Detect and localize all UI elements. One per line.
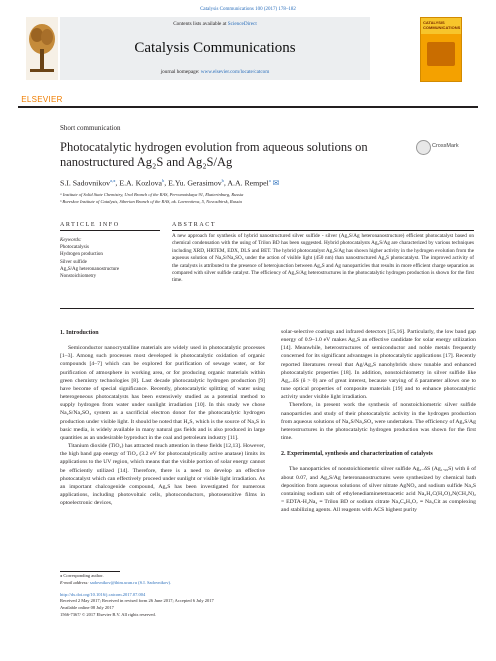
contents-prefix: Contents lists available at [173, 21, 227, 27]
article-info-heading: ARTICLE INFO [60, 222, 120, 228]
email-line [60, 580, 214, 587]
crossmark-button[interactable] [416, 139, 466, 155]
article-info-rule [60, 230, 160, 231]
body-right-column [281, 328, 476, 514]
homepage-link[interactable]: www.elsevier.com/locate/catcom [200, 69, 270, 75]
keyword[interactable]: Photocatalysis [60, 245, 89, 251]
keyword[interactable]: Nonstoichiometry [60, 274, 97, 280]
paragraph: The nanoparticles of nonstoichiometric silver sulfide Ag₂₋δS (Ag₁.₉₉S) with δ of about 0.07, and Ag₂S/Ag heteronanostructures were synthesized by chemical bath deposition from aqueous solutions of silver nitrate AgNO₃ and sodium sulfide Na₂S containing sodium salt of ethylenediaminetetraacetic acid Na₂H₂C(H₂O)₂N(CH₂N)₂ = EDTA-H₂Na₂ ≡ Trilon BD or sodium citrate Na₃C₆H₅O₇ ≡ Na₃Cit as complexing and stabilizing agents. All reagents with ACS highest purity [281, 466, 476, 514]
paragraph: Therefore, in present work the synthesis of nonstoichiometric silver sulfide nanoparticles and study of their photocatalytic activity in the hydrogen production from aqueous solutions of Na₂S/Na₂SO₃ were undertaken. The efficiency of Ag₂S/Ag heterostructures in the photocatalytic hydrogen production was shown for the first time. [281, 402, 476, 442]
section-type: Short communication [60, 124, 121, 132]
keyword[interactable]: Hydrogen production [60, 252, 103, 258]
email-icon[interactable]: ✉ [270, 178, 280, 188]
author-sep: , [164, 178, 169, 188]
keywords-label: Keywords: [60, 238, 82, 243]
email-link[interactable]: sadovnikov@ihim.uran.ru (S.I. Sadovnikov). [89, 579, 172, 585]
author-sep: , [223, 178, 228, 188]
footnote-rule [60, 571, 120, 572]
journal-homepage [60, 69, 370, 75]
keyword[interactable]: Silver sulfide [60, 259, 87, 265]
affiliation-a: ᵃ Institute of Solid State Chemistry, Ural Branch of the RAS, Pervomaiskaya 91, Ekaterinburg, Russia [60, 192, 244, 197]
body-left-column [60, 326, 265, 507]
issn-copyright: 1566-7367/ © 2017 Elsevier B.V. All rights reserved. [60, 611, 156, 617]
keyword[interactable]: Ag₂S/Ag heteronanostructure [60, 266, 120, 272]
author-name[interactable]: E.A. Kozlova [119, 178, 162, 188]
author-name[interactable]: S.I. Sadovnikov [60, 178, 111, 188]
abstract-rule-bottom [60, 308, 474, 309]
crossmark-label: CrossMark [432, 143, 459, 149]
affiliation-b: ᵇ Boreskov Institute of Catalysis, Siberian Branch of the RAS, ak. Lavrentieva, 5, Novosibirsk, Russia [60, 199, 242, 204]
section-heading-introduction: 1. Introduction [60, 330, 99, 336]
author-sup[interactable]: b [221, 178, 224, 183]
abstract-heading: ABSTRACT [172, 222, 217, 228]
available-online: Available online 08 July 2017 [60, 605, 114, 611]
section-heading-experimental: 2. Experimental, synthesis and characterization of catalysts [281, 451, 433, 458]
journal-cover [420, 17, 462, 82]
contents-line [60, 21, 370, 27]
received-dates: Received 2 May 2017; Received in revised form 26 June 2017; Accepted 6 July 2017 [60, 598, 214, 604]
author-list [60, 178, 279, 188]
doi-link[interactable]: http://dx.doi.org/10.1016/j.catcom.2017.07.004 [60, 591, 146, 597]
corresponding-note: ⁎ Corresponding author. [60, 573, 104, 578]
author-name[interactable]: A.A. Rempel [227, 178, 269, 188]
author-name[interactable]: E.Yu. Gerasimov [168, 178, 222, 188]
journal-title: Catalysis Communications [134, 40, 296, 56]
footnotes [60, 573, 214, 619]
email-prefix: E-mail address: [60, 579, 89, 585]
paragraph: Titanium dioxide (TiO₂) has attracted much attention in these fields [12,13]. However, the high band gap energy of TiO₂ (3.2 eV for photocatalytically active anatase) limits its applications to the UV region, which means that the visible portion of solar energy cannot be efficiently utilized [14]. Therefore, there is a need to develop an effective photocatalyst which can effectively proceed under sunlight or visible light irradiation. As an important chalcogenide compound, Ag₂S has been investigated for numerous applications, including photovoltaic cells, photoconductors, photosensitive films in optoelectronic devices, [60, 443, 265, 507]
crossmark-icon [416, 140, 431, 155]
keywords-block [60, 237, 119, 280]
paragraph: solar-selective coatings and infrared detectors [15,16]. Particularly, the low band gap energy of 0.9–1.0 eV makes Ag₂S an effective candidate for solar energy utilization [14]. Meanwhile, heterostructures of semiconductor and noble metals frequently concerned for its significant advantages in photocatalytic applications [17]. Recently reported literatures reveal that Ag/Ag₂S nanohybrids show tunable and enhanced photocatalytic properties [18]. In addition, nonstoichiometry in silver sulfide like Ag₂₋δS (δ > 0) are of great interest, because varying of δ parameter allows one to tune optical properties of composite materials [19] and to enhance photocatalytic activity under visible light irradiation. [281, 329, 476, 401]
sciencedirect-link[interactable]: ScienceDirect [227, 21, 257, 27]
paragraph: Semiconductor nanocrystalline materials are widely used in photocatalytic processes [1–3]. Among such processes most developed is photocatalytic oxidation of organic compounds [4–7] which can be explored for purification of sewage water, or for purification of atmosphere in working area, or for producing organic materials within green chemistry technologies [8]. Last decade photocatalytic hydrogen production [9] have become of special significance. Recently, photocatalytic splitting of water using heterogeneous photocatalysts has been extensively studied as a potential method to supply hydrogen from water under sunlight irradiation [10]. In this study we chose Na₂S/Na₂SO₃ system as a sacrificial electron donor for the photocatalytic hydrogen production under visible light. It should be noted that H₂S, which is the source of Na₂S in basic media, is widely available in many natural gas fields and is also produced in large quantities as an undesirable byproduct in the coal and petroleum industry [11]. [60, 345, 265, 441]
author-sup[interactable]: a [268, 178, 271, 183]
elsevier-tree-logo [26, 17, 58, 80]
author-sep: , [115, 178, 120, 188]
abstract-text: A new approach for synthesis of hybrid nanostructured silver sulfide - silver (Ag₂S/Ag heteronanostructure) efficient photocatalyst based on chemical condensation with the using of Trilon BD has been suggested. Hybrid photocatalysts Ag₂S/Ag are characterized by various techniques including XRD, HRTEM, EDX, DLS and BET. The hybrid photocatalyst Ag₂S/Ag has shown higher activity in the hydrogen evolution from the aqueous solution of Na₂S/Na₂SO₃ under the action of visible light (450 nm) than nanostructured Ag₂S photocatalyst. The improved activity of the catalysts is attributed to the presence of heterojunction between Ag₂S and Ag nanoparticles that results in more efficient charge separation as compared with silver sulfide catalyst. The efficiency of Ag₂S/Ag heterostructures in the photocatalytic hydrogen production is shown for the first time. [172, 233, 474, 284]
author-sup[interactable]: b [161, 178, 165, 183]
title-line-1: Photocatalytic hydrogen evolution from aqueous solutions on [60, 140, 368, 154]
homepage-prefix: journal homepage: [160, 69, 200, 75]
cover-title: CATALYSIS COMMUNICATIONS [423, 20, 461, 30]
author-sup[interactable]: a,⁎ [110, 178, 116, 183]
header-rule [18, 106, 478, 108]
article-title [60, 140, 420, 170]
publisher-name: ELSEVIER [21, 95, 63, 104]
title-line-2: nanostructured Ag₂S and Ag₂S/Ag [60, 155, 233, 169]
abstract-rule-top [172, 230, 474, 231]
journal-reference: Catalysis Communications 100 (2017) 178–182 [200, 7, 296, 12]
